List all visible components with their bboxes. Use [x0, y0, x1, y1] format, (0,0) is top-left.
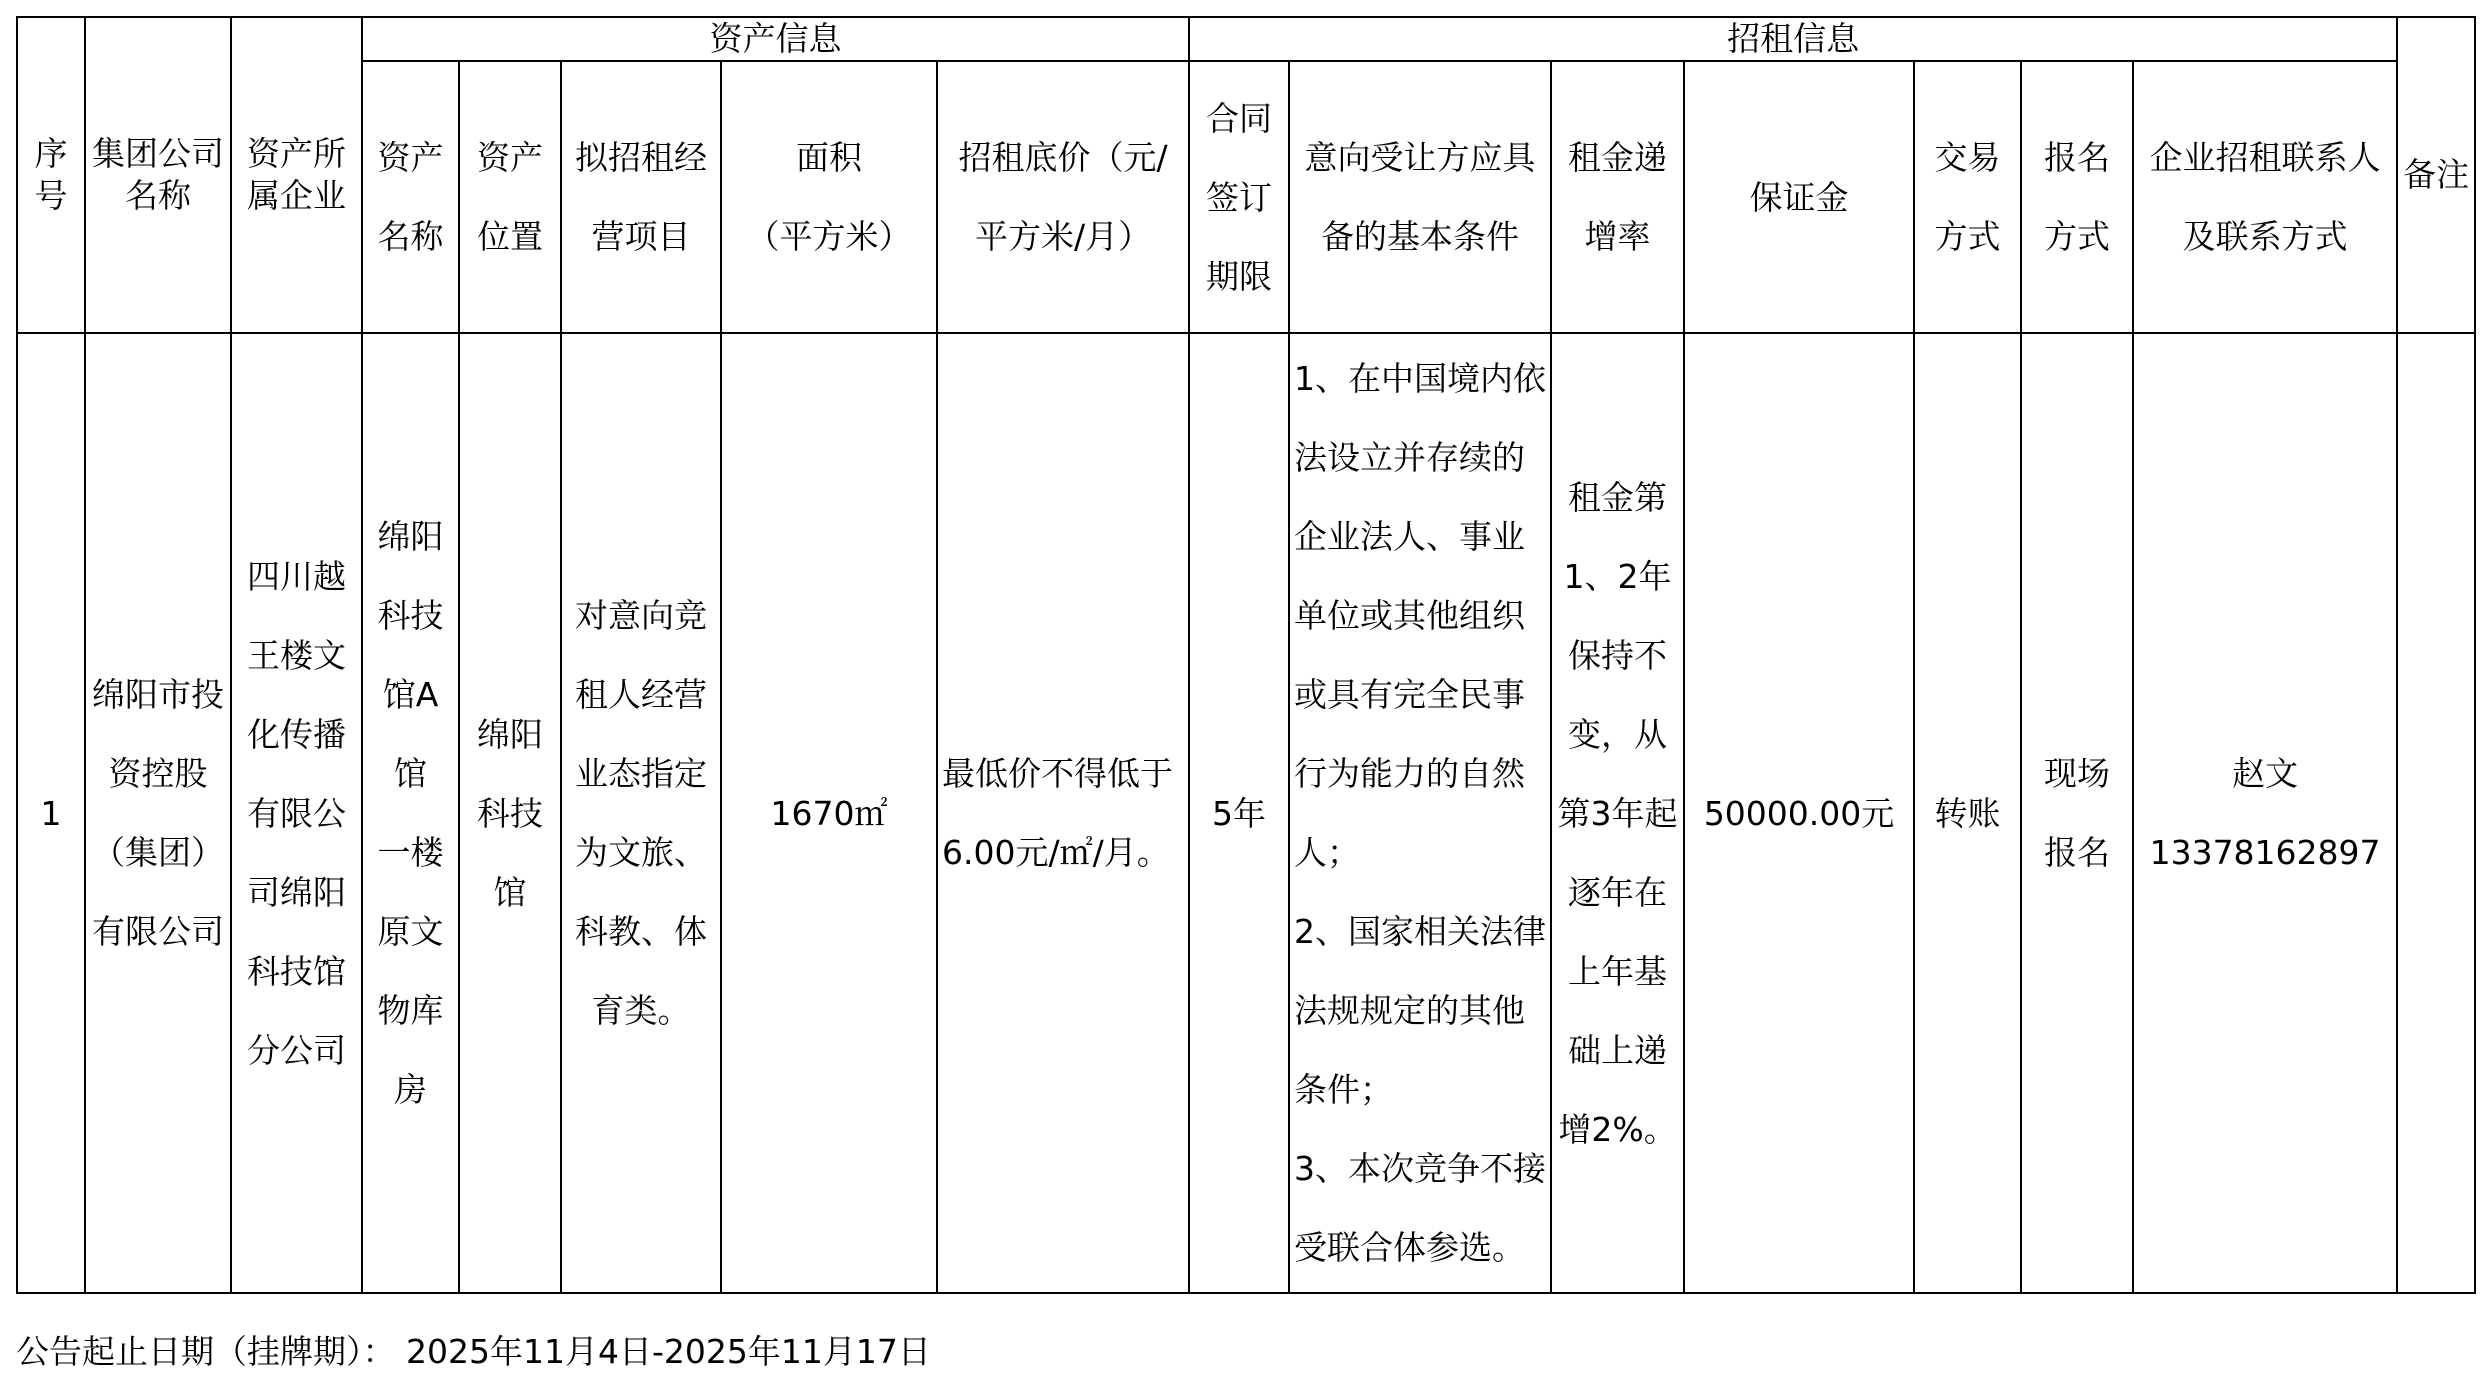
cell-owner-enterprise: 四川越 王楼文 化传播 有限公 司绵阳 科技馆 分公司: [231, 333, 362, 1293]
header-owner-enterprise: 资产所 属企业: [231, 17, 362, 333]
header-area: 面积 （平方米）: [721, 61, 937, 333]
cell-conditions: 1、在中国境内依 法设立并存续的 企业法人、事业 单位或其他组织 或具有完全民事 行为能力的自然 人； 2、国家相关法律 法规规定的其他 条件； 3、本次竞争不接 受联合体参选。: [1289, 333, 1551, 1293]
header-asset-location: 资产 位置: [459, 61, 561, 333]
header-conditions: 意向受让方应具 备的基本条件: [1289, 61, 1551, 333]
header-asset-info: 资产信息: [362, 17, 1189, 61]
cell-base-price: 最低价不得低于 6.00元/㎡/月。: [937, 333, 1189, 1293]
cell-asset-name: 绵阳 科技 馆A馆 一楼 原文 物库 房: [362, 333, 459, 1293]
cell-transaction-method: 转账: [1914, 333, 2021, 1293]
cell-area: 1670㎡: [721, 333, 937, 1293]
cell-registration-method: 现场 报名: [2021, 333, 2133, 1293]
header-rent-increase: 租金递 增率: [1551, 61, 1684, 333]
cell-contract-term: 5年: [1189, 333, 1289, 1293]
leasing-notice-table: [16, 16, 2476, 1294]
notice-period: 公告起止日期（挂牌期）： 2025年11月4日-2025年11月17日: [16, 1332, 931, 1371]
header-base-price: 招租底价（元/ 平方米/月）: [937, 61, 1189, 333]
cell-remarks: [2397, 333, 2475, 1293]
cell-proposed-business: 对意向竞 租人经营 业态指定 为文旅、 科教、体 育类。: [561, 333, 721, 1293]
header-seq: 序 号: [17, 17, 85, 333]
header-asset-name: 资产 名称: [362, 61, 459, 333]
header-row-top: [17, 17, 2475, 61]
cell-rent-increase: 租金第 1、2年 保持不 变，从 第3年起 逐年在 上年基 础上递 增2%。: [1551, 333, 1684, 1293]
cell-deposit: 50000.00元: [1684, 333, 1914, 1293]
header-transaction-method: 交易 方式: [1914, 61, 2021, 333]
header-deposit: 保证金: [1684, 61, 1914, 333]
header-group-company: 集团公司 名称: [85, 17, 231, 333]
header-contract-term: 合同 签订 期限: [1189, 61, 1289, 333]
cell-asset-location: 绵阳 科技 馆: [459, 333, 561, 1293]
cell-group-company: 绵阳市投 资控股 （集团） 有限公司: [85, 333, 231, 1293]
cell-seq: 1: [17, 333, 85, 1293]
header-row-sub: [17, 61, 2475, 333]
header-registration-method: 报名 方式: [2021, 61, 2133, 333]
header-remarks: 备注: [2397, 17, 2475, 333]
header-lease-info: 招租信息: [1189, 17, 2397, 61]
header-contact: 企业招租联系人 及联系方式: [2133, 61, 2397, 333]
header-proposed-business: 拟招租经 营项目: [561, 61, 721, 333]
cell-contact: 赵文 13378162897: [2133, 333, 2397, 1293]
table-row: [17, 333, 2475, 1293]
